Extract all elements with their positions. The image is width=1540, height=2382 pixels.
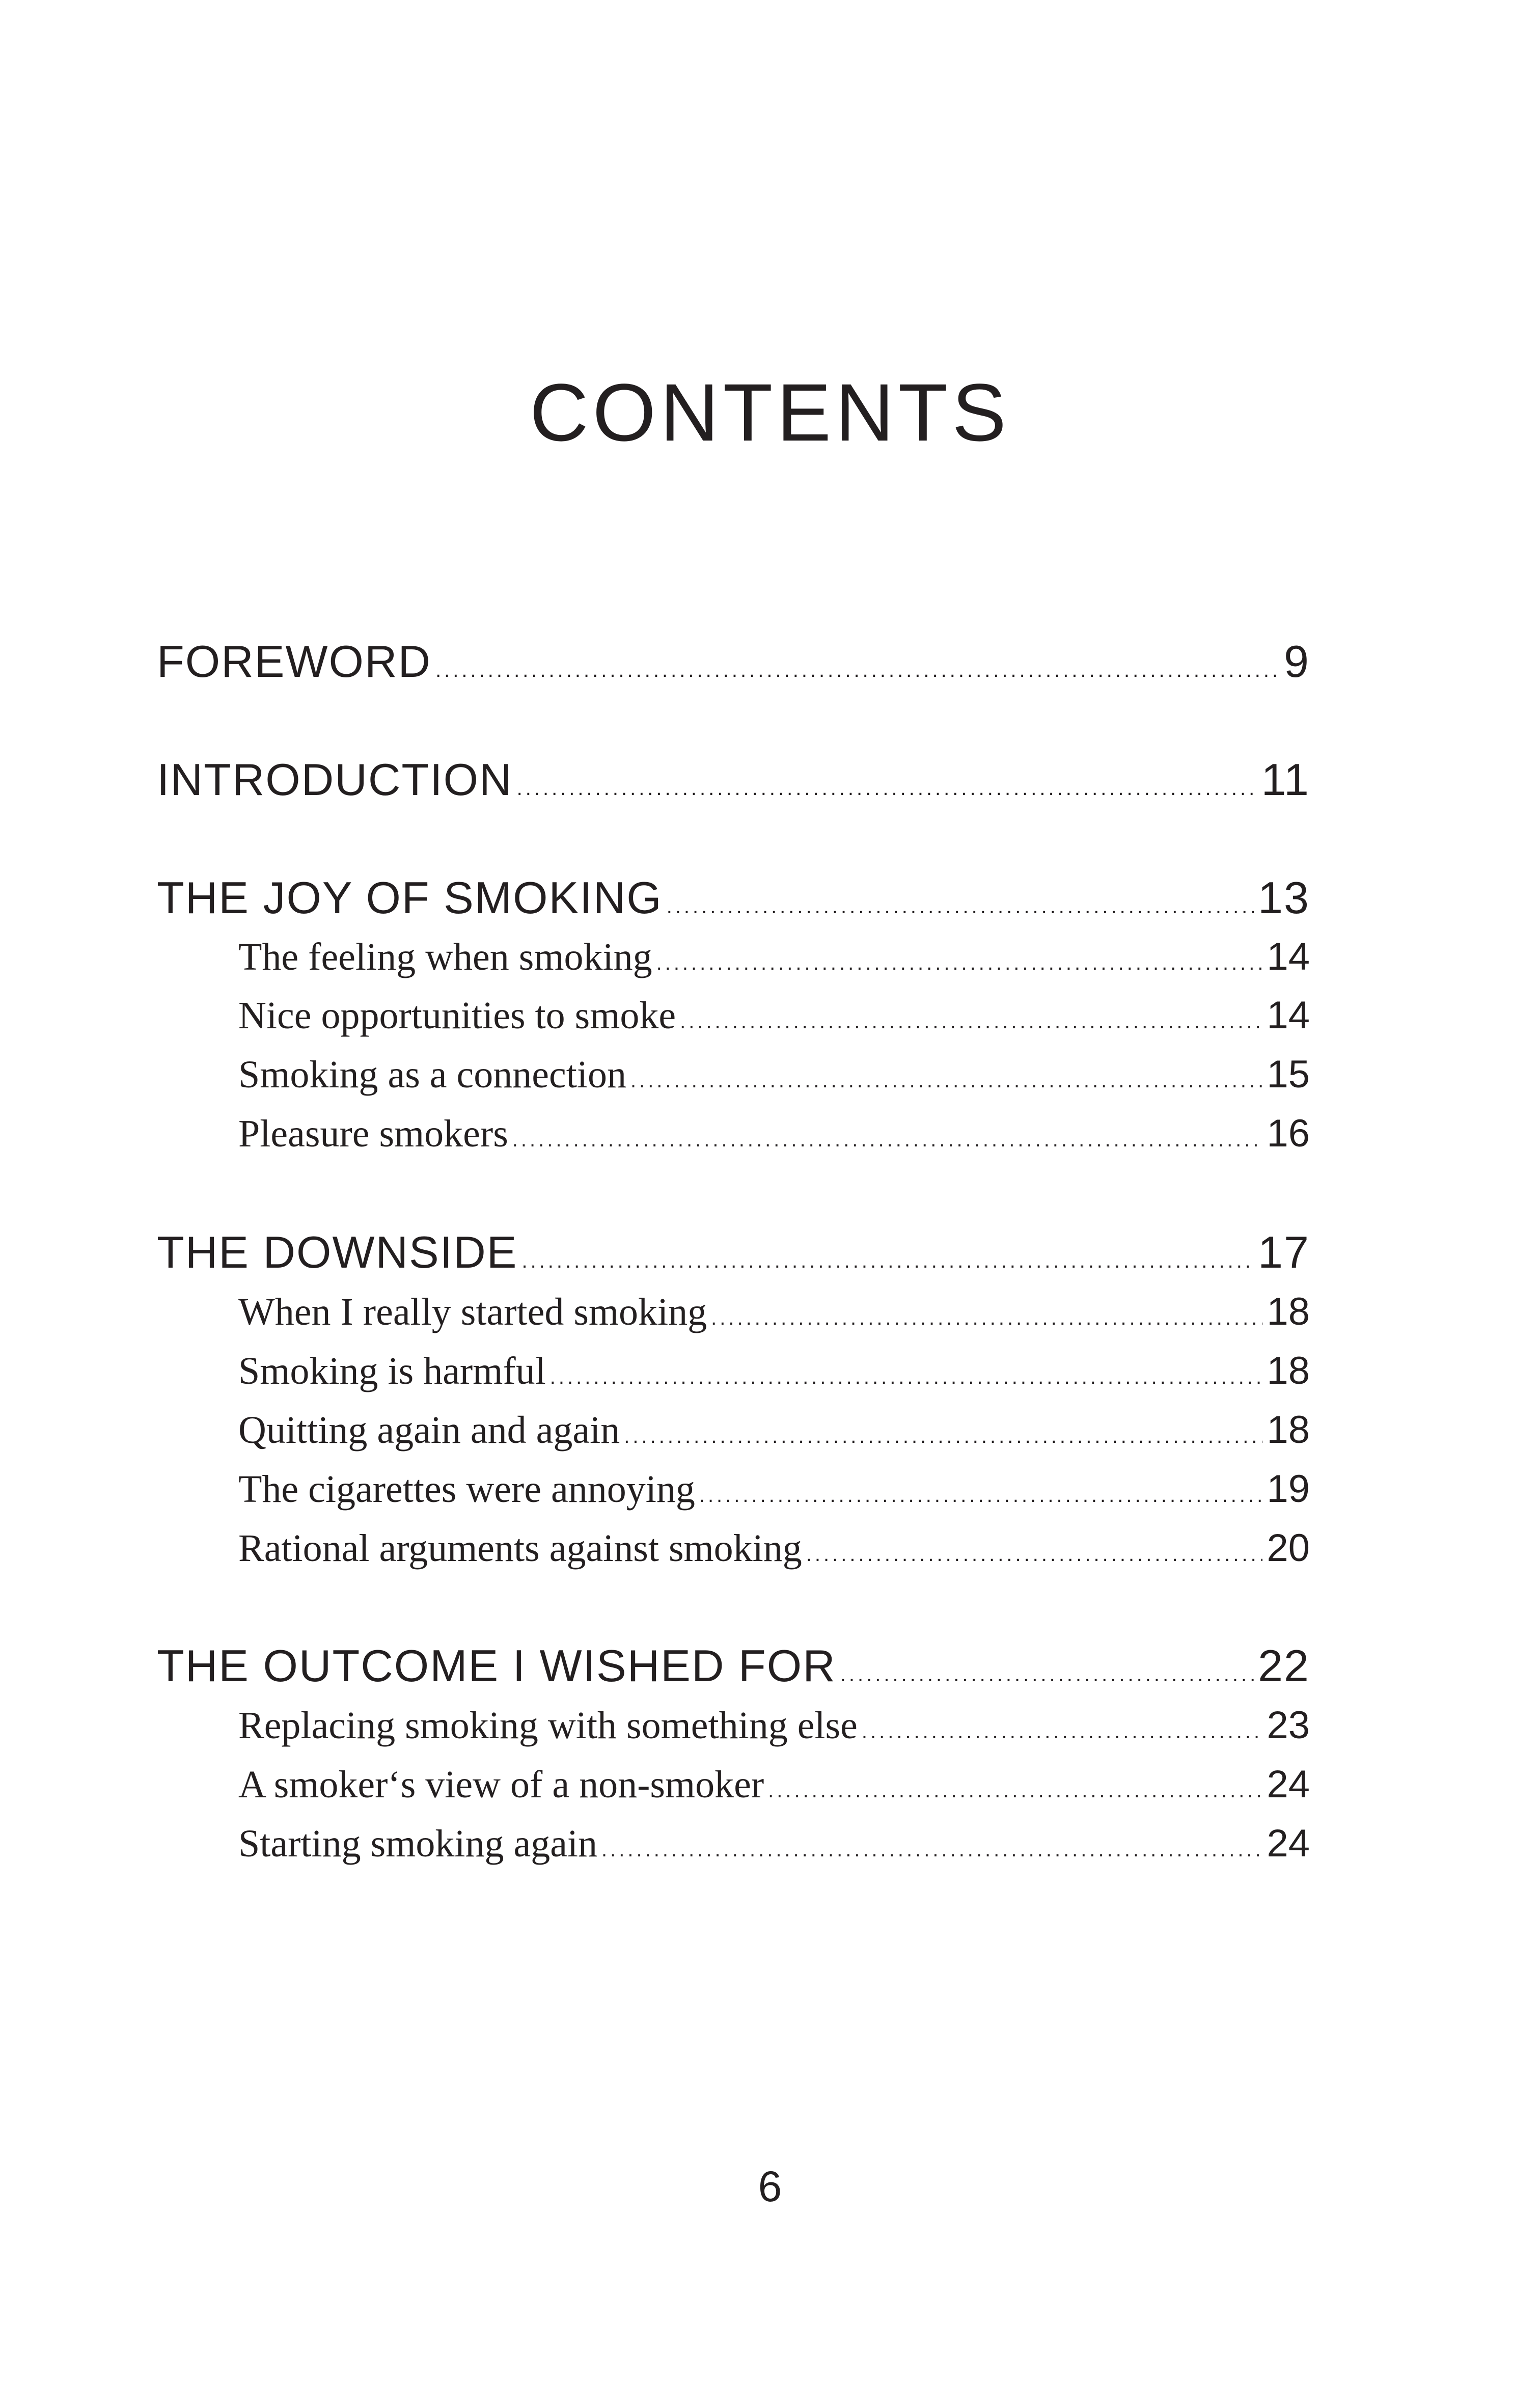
toc-entry-label: Rational arguments against smoking — [238, 1527, 802, 1570]
toc-section[interactable] — [238, 1052, 1310, 1097]
dot-leader — [624, 1425, 1262, 1448]
toc-section[interactable] — [238, 935, 1310, 979]
toc-chapter-joy-of-smoking[interactable] — [157, 872, 1310, 924]
dot-leader — [512, 1129, 1263, 1152]
toc-page-number: 14 — [1267, 994, 1310, 1037]
toc-entry-label: Smoking is harmful — [238, 1350, 546, 1392]
toc-chapter-introduction[interactable] — [157, 754, 1310, 806]
dot-leader — [667, 895, 1254, 918]
toc-entry-label: Nice opportunities to smoke — [238, 994, 676, 1037]
toc-page-number: 15 — [1267, 1053, 1310, 1096]
dot-leader — [840, 1663, 1254, 1686]
dot-leader — [768, 1779, 1262, 1802]
dot-leader — [630, 1070, 1262, 1092]
toc-page-number: 18 — [1267, 1290, 1310, 1333]
toc-page-number: 19 — [1267, 1467, 1310, 1511]
toc-page-number: 13 — [1258, 872, 1310, 923]
toc-page-number: 24 — [1267, 1763, 1310, 1806]
toc-page-number: 17 — [1258, 1227, 1310, 1277]
toc-page-number: 22 — [1258, 1640, 1310, 1691]
toc-chapter-outcome[interactable] — [157, 1640, 1310, 1692]
dot-leader — [435, 659, 1280, 682]
toc-page-number: 23 — [1267, 1704, 1310, 1747]
toc-section[interactable] — [238, 1290, 1310, 1334]
toc-section[interactable] — [238, 1467, 1310, 1512]
toc-chapter-foreword[interactable] — [157, 636, 1310, 688]
toc-page-number: 20 — [1267, 1526, 1310, 1570]
toc-entry-label: Pleasure smokers — [238, 1112, 508, 1155]
dot-leader — [862, 1720, 1263, 1743]
toc-section[interactable] — [238, 1762, 1310, 1807]
toc-page-number: 14 — [1267, 935, 1310, 978]
toc-entry-label: Quitting again and again — [238, 1409, 620, 1452]
toc-entry-label: A smoker‘s view of a non-smoker — [238, 1763, 764, 1806]
dot-leader — [656, 952, 1263, 975]
toc-chapter-downside[interactable] — [157, 1226, 1310, 1278]
toc-page-number: 18 — [1267, 1408, 1310, 1452]
toc-entry-label: Starting smoking again — [238, 1822, 598, 1865]
toc-entry-label: The feeling when smoking — [238, 936, 652, 978]
toc-entry-label: The cigarettes were annoying — [238, 1468, 695, 1511]
toc-page-number: 11 — [1261, 754, 1310, 805]
toc-section[interactable] — [238, 1526, 1310, 1571]
toc-entry-label: THE OUTCOME I WISHED FOR — [157, 1640, 836, 1691]
toc-section[interactable] — [238, 1349, 1310, 1393]
toc-entry-label: Replacing smoking with something else — [238, 1704, 858, 1747]
page-number: 6 — [758, 2162, 782, 2210]
dot-leader — [711, 1307, 1262, 1330]
dot-leader — [699, 1484, 1263, 1507]
toc-entry-label: THE DOWNSIDE — [157, 1227, 518, 1277]
toc-page-number: 18 — [1267, 1349, 1310, 1392]
toc-section[interactable] — [238, 1821, 1310, 1866]
toc-entry-label: When I really started smoking — [238, 1291, 707, 1333]
dot-leader — [806, 1543, 1263, 1566]
dot-leader — [550, 1366, 1263, 1389]
toc-section[interactable] — [238, 1111, 1310, 1156]
dot-leader — [521, 1250, 1254, 1273]
toc-section[interactable] — [238, 993, 1310, 1038]
toc-page-number: 24 — [1267, 1822, 1310, 1865]
toc-section[interactable] — [238, 1408, 1310, 1453]
dot-leader — [601, 1839, 1262, 1861]
page-title: CONTENTS — [530, 367, 1010, 458]
toc-entry-label: Smoking as a connection — [238, 1053, 626, 1096]
toc-entry-label: FOREWORD — [157, 636, 432, 687]
toc-section[interactable] — [238, 1703, 1310, 1748]
toc-entry-label: THE JOY OF SMOKING — [157, 872, 663, 923]
toc-page-number: 16 — [1267, 1112, 1310, 1155]
toc-entry-label: INTRODUCTION — [157, 754, 513, 805]
dot-leader — [680, 1010, 1262, 1033]
dot-leader — [517, 777, 1257, 800]
toc-page-number: 9 — [1284, 636, 1310, 687]
